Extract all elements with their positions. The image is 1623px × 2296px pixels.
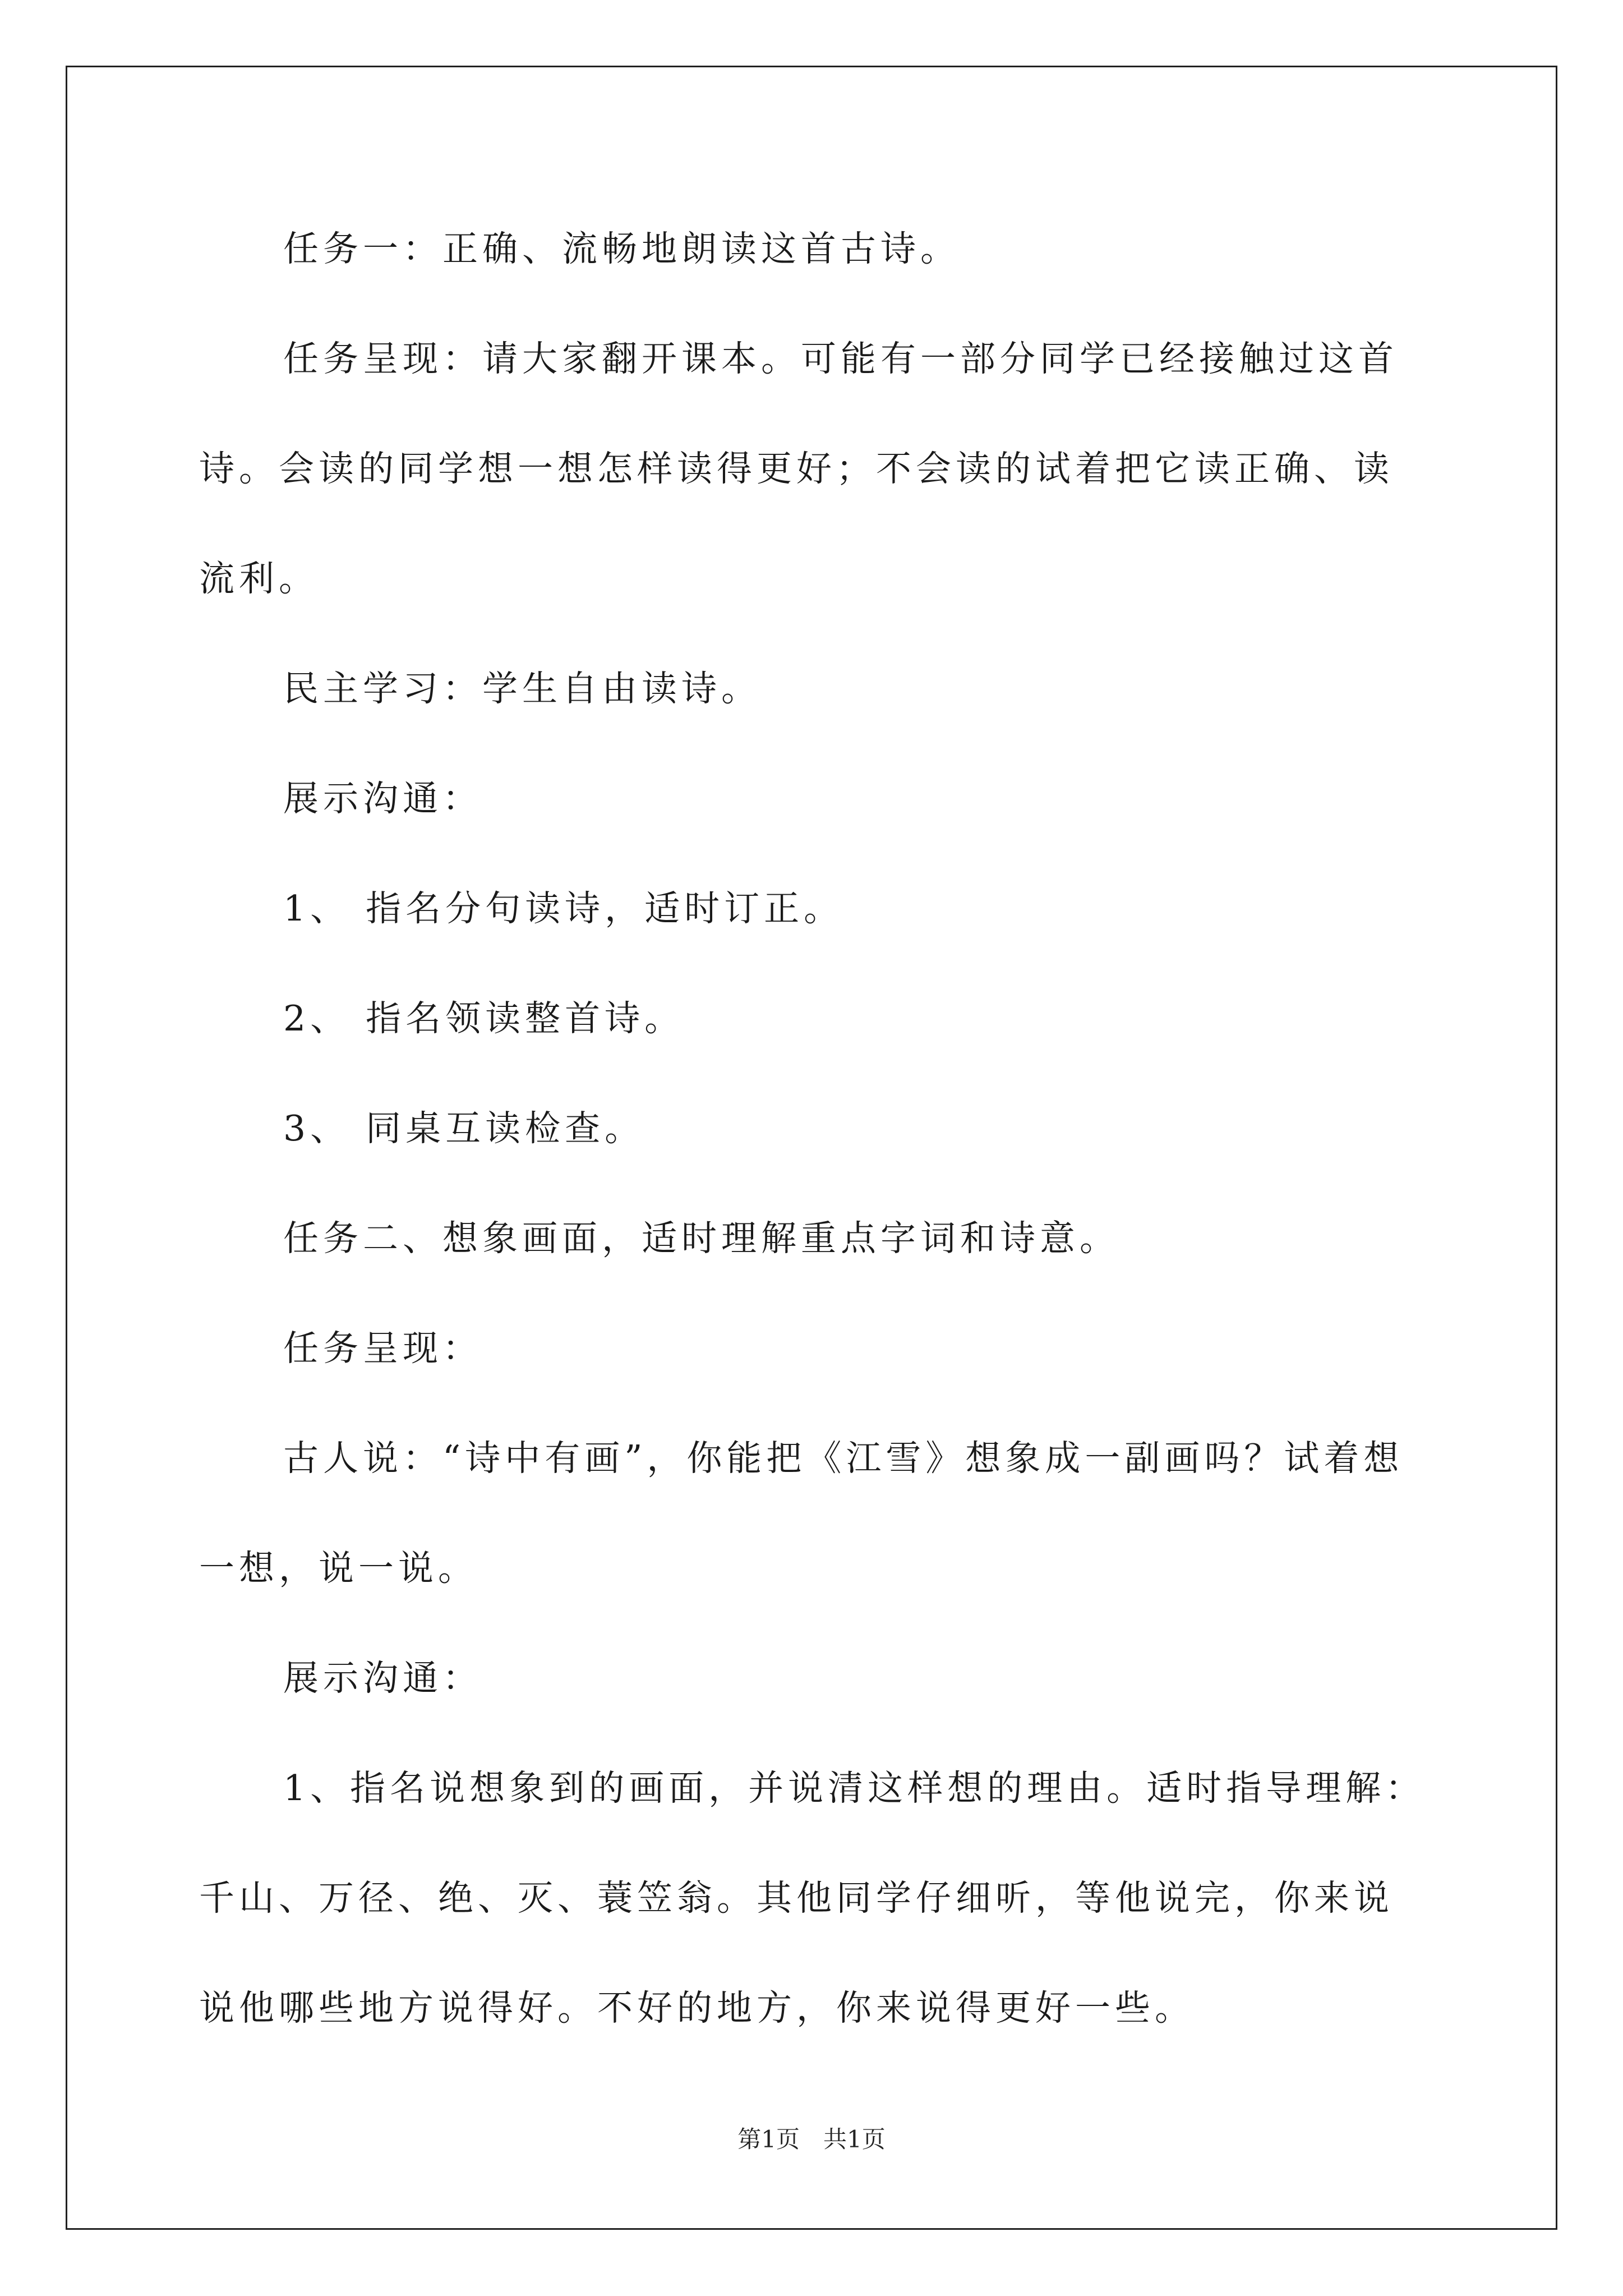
text-line-ancient-saying-cont: 一想，说一说。 (199, 1548, 478, 1589)
text-line-item-1: 1、 指名分句读诗，适时订正。 (283, 888, 844, 929)
text-line-item-2: 2、 指名领读整首诗。 (283, 998, 685, 1039)
text-line-guided-2: 千山、万径、绝、灭、蓑笠翁。其他同学仔细听，等他说完，你来说 (199, 1878, 1394, 1918)
text-line-task1-presentation-end: 流利。 (199, 558, 319, 599)
page-footer: 第1页 共1页 (737, 2125, 886, 2153)
text-line-task2-title: 任务二、想象画面，适时理解重点字词和诗意。 (283, 1218, 1119, 1259)
text-line-democratic-learning: 民主学习：学生自由读诗。 (283, 668, 761, 709)
text-line-item-3: 3、 同桌互读检查。 (283, 1108, 645, 1149)
text-line-task2-presentation: 任务呈现： (283, 1328, 482, 1369)
text-line-task1-title: 任务一：正确、流畅地朗读这首古诗。 (283, 228, 960, 269)
text-line-guided-1: 1、指名说想象到的画面，并说清这样想的理由。适时指导理解： (283, 1768, 1426, 1809)
text-line-showcase-1: 展示沟通： (283, 778, 482, 819)
text-line-ancient-saying: 古人说：“诗中有画”，你能把《江雪》想象成一副画吗？试着想 (283, 1438, 1404, 1479)
text-line-task1-presentation-cont: 诗。会读的同学想一想怎样读得更好；不会读的试着把它读正确、读 (199, 448, 1394, 489)
text-line-showcase-2: 展示沟通： (283, 1658, 482, 1699)
text-line-task1-presentation: 任务呈现：请大家翻开课本。可能有一部分同学已经接触过这首 (283, 338, 1398, 379)
text-line-guided-3: 说他哪些地方说得好。不好的地方，你来说得更好一些。 (199, 1987, 1195, 2028)
